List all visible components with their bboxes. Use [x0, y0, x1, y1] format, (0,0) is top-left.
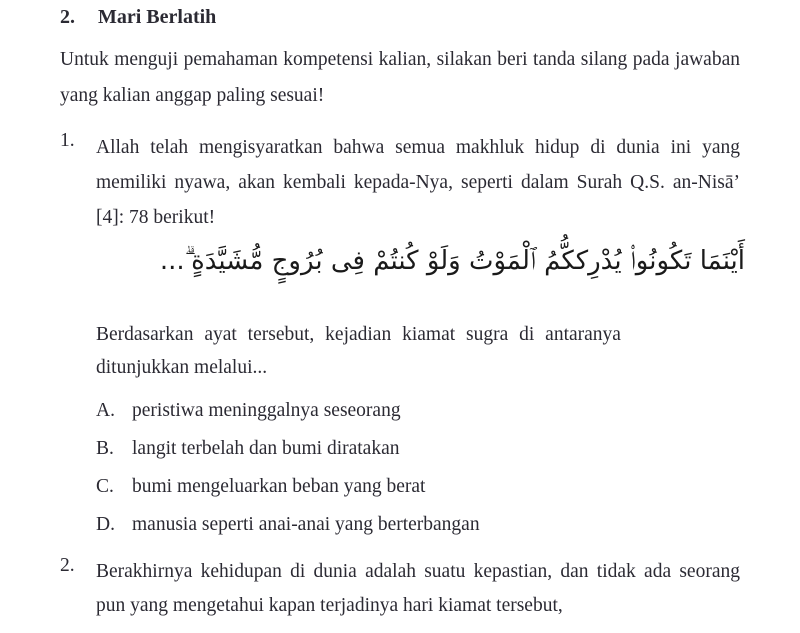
question-text: Berakhirnya kehidupan di dunia adalah suatu kepastian, dan tidak ada seorang pun yang mengetahui kapan terjadinya hari kiamat tersebut,	[96, 561, 740, 616]
option-letter: D.	[96, 514, 115, 535]
question-text: Allah telah mengisyaratkan bahwa semua makhluk hidup di dunia ini yang memiliki nyawa, akan kembali kepada-Nya, seperti dalam Surah Q.S. an-Nisā’ [4]: 78 berikut!	[96, 137, 740, 228]
quran-verse: أَيْنَمَا تَكُونُوا۟ يُدْرِككُّمُ ٱلْمَوْتُ وَلَوْ كُنتُمْ فِى بُرُوجٍ مُّشَيَّدَةٍ ۗ...	[159, 246, 745, 276]
answer-options	[96, 396, 740, 548]
section-number: 2.	[60, 6, 75, 28]
section-title: Mari Berlatih	[98, 6, 217, 28]
option-text: manusia seperti anai-anai yang berterbangan	[132, 514, 480, 535]
option-text: bumi mengeluarkan beban yang berat	[132, 476, 426, 497]
question-number: 1.	[60, 130, 75, 151]
question-stem	[96, 318, 740, 384]
stem-line-1: Berdasarkan ayat tersebut, kejadian kiamat sugra di antaranya	[96, 324, 621, 345]
option-text: peristiwa meninggalnya seseorang	[132, 400, 401, 421]
section-intro: Untuk menguji pemahaman kompetensi kalian, silakan beri tanda silang pada jawaban yang kalian anggap paling sesuai!	[60, 49, 740, 106]
option-c[interactable]	[96, 472, 740, 510]
option-b[interactable]	[96, 434, 740, 472]
option-d[interactable]	[96, 510, 740, 548]
stem-line-2: ditunjukkan melalui...	[96, 357, 268, 378]
question-number: 2.	[60, 555, 75, 576]
option-text: langit terbelah dan bumi diratakan	[132, 438, 400, 459]
option-letter: C.	[96, 476, 114, 497]
option-a[interactable]	[96, 396, 740, 434]
option-letter: B.	[96, 438, 114, 459]
section-heading	[60, 6, 216, 29]
option-letter: A.	[96, 400, 115, 421]
